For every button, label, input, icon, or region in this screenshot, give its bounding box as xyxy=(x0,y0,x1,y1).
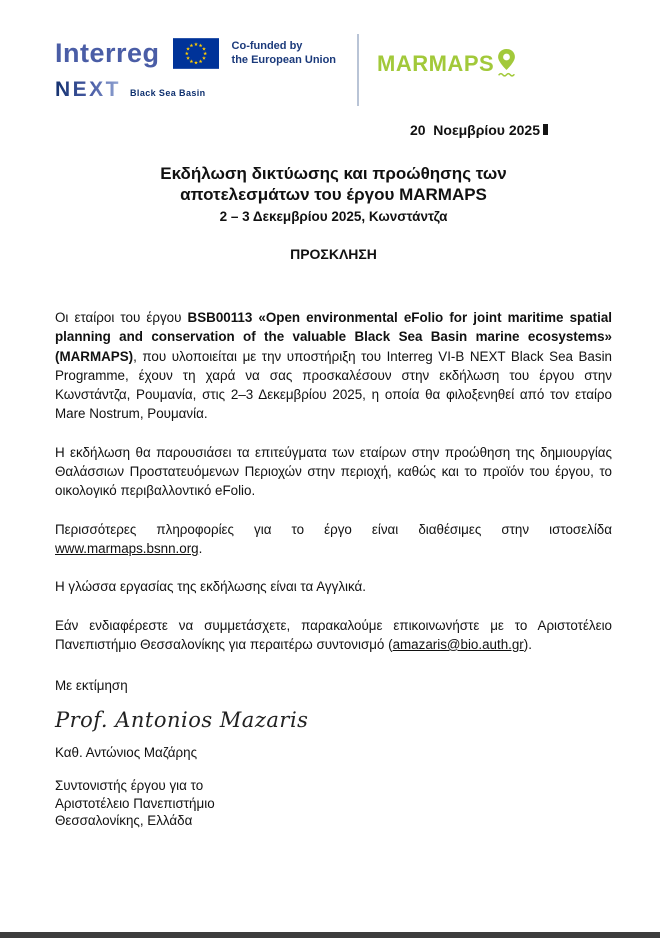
eu-cofunded-text xyxy=(232,40,337,67)
text-cursor-mark xyxy=(543,124,548,135)
map-pin-icon xyxy=(496,48,517,77)
logo-header xyxy=(55,38,612,106)
interreg-logo xyxy=(55,38,357,102)
signatory-role-line2: Αριστοτέλειο Πανεπιστήμιο xyxy=(55,795,215,811)
contact-email-link[interactable]: amazaris@bio.auth.gr xyxy=(392,636,524,652)
p3-text-pre: Περισσότερες πληροφορίες για το έργο είναι διαθέσιμες στην ιστοσελίδα xyxy=(55,521,612,537)
next-wordmark: NEXT xyxy=(55,78,122,101)
logo-divider xyxy=(357,34,359,106)
document-title: Εκδήλωση δικτύωσης και προώθησης των αποτελεσμάτων του έργου MARMAPS xyxy=(160,164,507,204)
paragraph-working-language: Η γλώσσα εργασίας της εκδήλωσης είναι τα Αγγλικά. xyxy=(55,579,366,595)
p5-text-pre: Εάν ενδιαφέρεστε να συμμετάσχετε, παρακαλούμε επικοινωνήστε με το Αριστοτέλειο Πανεπιστήμιο Θεσσαλονίκης για περαιτέρω συντονισμό ( xyxy=(55,617,612,652)
marmaps-logo xyxy=(377,50,517,77)
document-date: 20 Νοεμβρίου 2025 xyxy=(409,122,540,138)
eu-cofunded-line2: the European Union xyxy=(231,53,337,66)
black-sea-basin-label: Black Sea Basin xyxy=(130,88,206,98)
marmaps-wordmark: MARMAPS xyxy=(377,50,495,76)
signatory-name: Καθ. Αντώνιος Μαζάρης xyxy=(55,745,198,761)
interreg-wordmark: Interreg xyxy=(55,38,160,68)
signatory-role-line1: Συντονιστής έργου για το xyxy=(55,778,204,794)
signatory-role-line3: Θεσσαλονίκης, Ελλάδα xyxy=(55,813,193,829)
signatory-role xyxy=(55,777,612,830)
eu-flag-icon xyxy=(173,38,219,69)
invitation-heading: ΠΡΟΣΚΛΗΣΗ xyxy=(290,246,377,262)
p1-project-title-bold: BSB00113 «Open environmental eFolio for joint maritime spatial planning and conservation of the valuable Black Sea Basin marine ecosystems» (MARMAPS) xyxy=(55,310,612,364)
p5-text-post: ). xyxy=(523,636,532,652)
eu-cofunded-line1: Co-funded by xyxy=(231,40,303,52)
paragraph-contact xyxy=(55,616,612,655)
paragraph-project-intro xyxy=(55,308,612,424)
closing-salutation: Με εκτίμηση xyxy=(55,678,128,694)
page-bottom-bar xyxy=(0,932,660,938)
handwritten-signature: Prof. Antonios Mazaris xyxy=(55,708,309,733)
p1-text-post: , που υλοποιείται με την υποστήριξη του Interreg VI-B NEXT Black Sea Basin Programme, έχουν τη χαρά να σας προσκαλέσουν στην εκδήλωση του έργου στην Κωνστάντζα, Ρουμανία, στις 2–3 Δεκεμβρίου 2025, η οποία θα φιλοξενηθεί από τον εταίρο Mare Nostrum, Ρουμανία. xyxy=(55,348,612,422)
paragraph-more-info xyxy=(55,520,612,559)
p3-text-post: . xyxy=(198,540,203,556)
event-date-location: 2 – 3 Δεκεμβρίου 2025, Κωνστάντζα xyxy=(219,209,448,224)
paragraph-event-description: Η εκδήλωση θα παρουσιάσει τα επιτεύγματα των εταίρων στην προώθηση της δημιουργίας Θαλάσσιων Προστατευόμενων Περιοχών στην περιοχή, καθώς και το προϊόν του έργου, το οικολογικό περιβαλλοντικό eFolio. xyxy=(55,444,612,499)
p1-text-pre: Οι εταίροι του έργου xyxy=(55,310,188,325)
document-date-row xyxy=(55,122,612,138)
project-website-link[interactable]: www.marmaps.bsnn.org xyxy=(55,540,199,556)
